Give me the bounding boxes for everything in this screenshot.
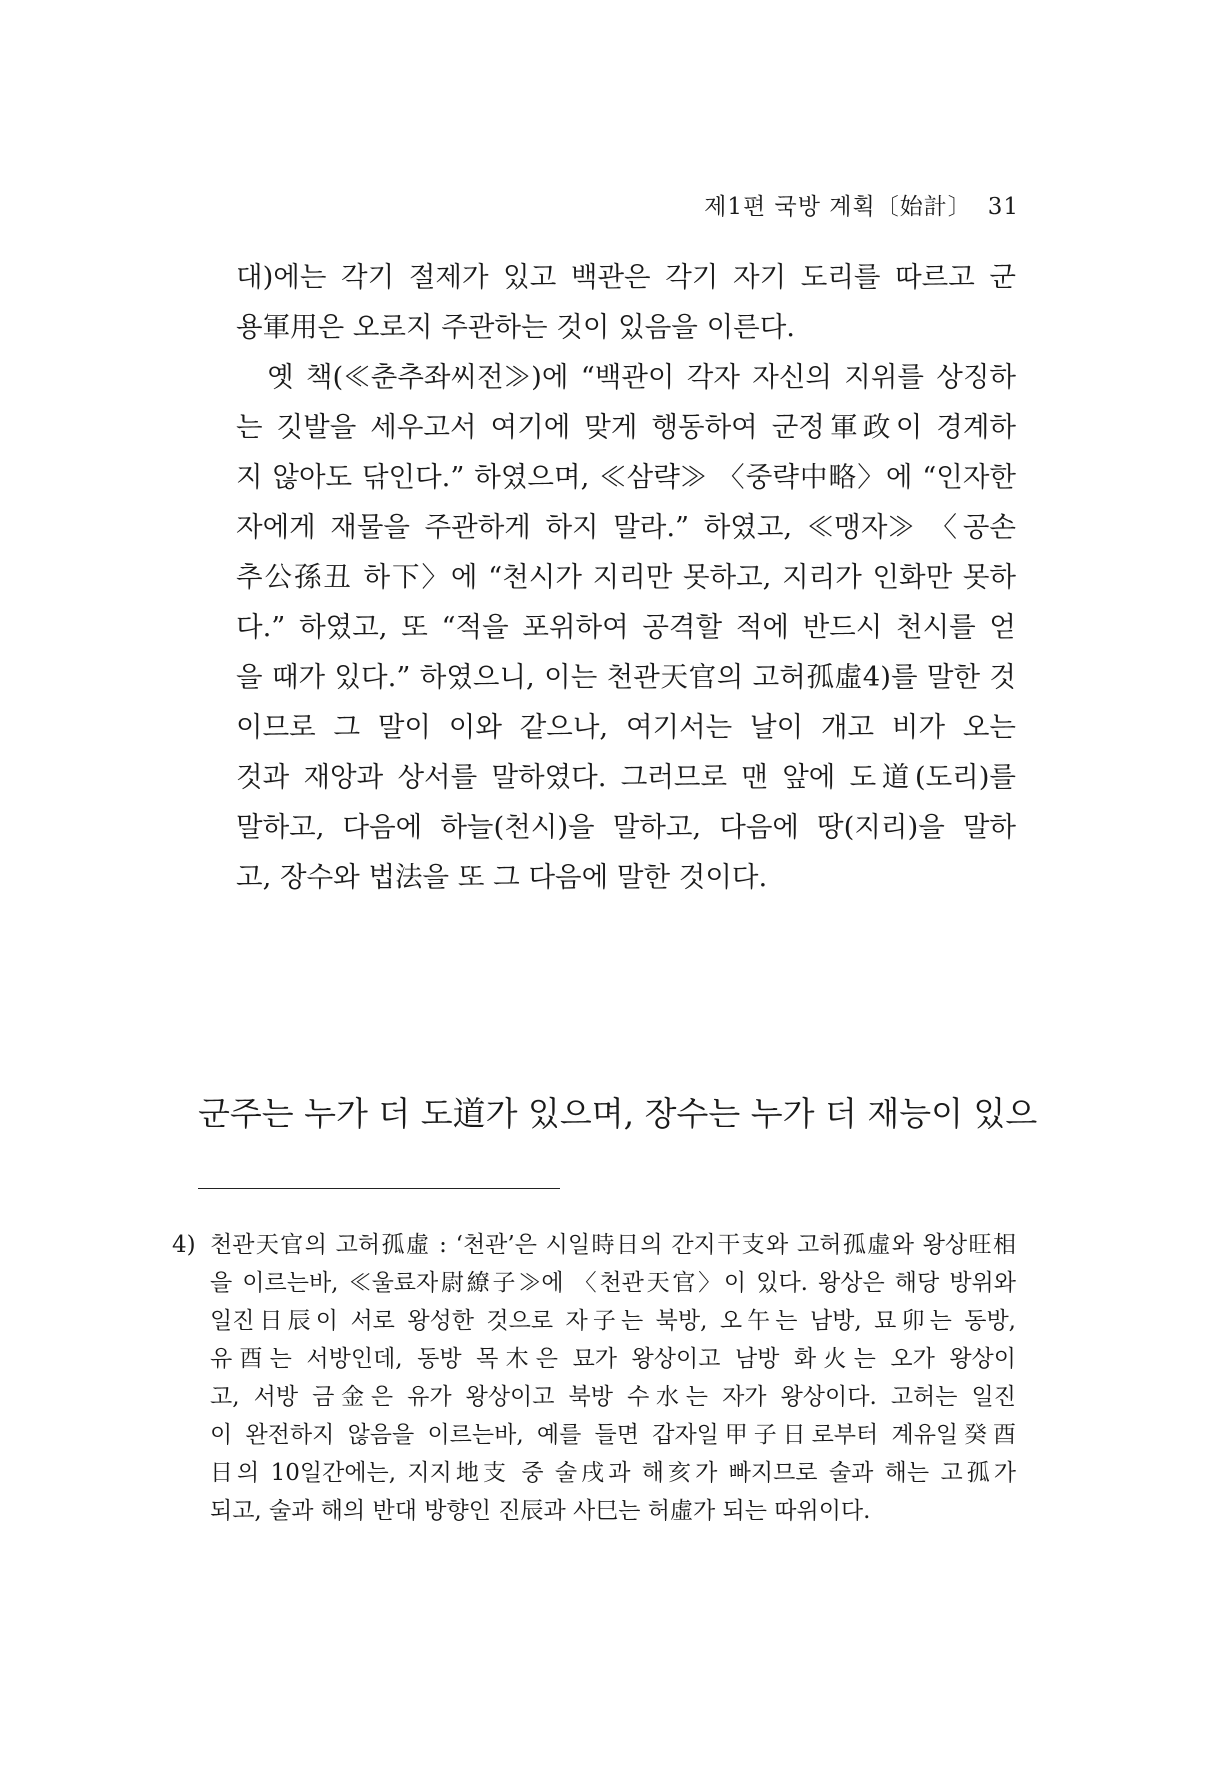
footnote-divider	[198, 1188, 560, 1189]
footnote-line: 유酉는 서방인데, 동방 목木은 묘가 왕상이고 남방 화火는 오가 왕상이	[210, 1346, 1016, 1372]
footnote-line: 을 이르는바, ≪울료자尉繚子≫에 〈천관天官〉이 있다. 왕상은 해당 방위와	[210, 1270, 1016, 1296]
section-heading: 군주는 누가 더 도道가 있으며, 장수는 누가 더 재능이 있으	[198, 1094, 1038, 1133]
footnote-number: 4)	[172, 1232, 196, 1258]
body-line: 대)에는 각기 절제가 있고 백관은 각기 자기 도리를 따르고 군	[236, 261, 1016, 293]
footnote-line: 日의 10일간에는, 지지地支 중 술戌과 해亥가 빠지므로 술과 해는 고孤가	[210, 1460, 1016, 1486]
body-line: 옛 책(≪춘추좌씨전≫)에 “백관이 각자 자신의 지위를 상징하	[236, 361, 1016, 393]
body-line: 지 않아도 닦인다.” 하였으며, ≪삼략≫ 〈중략中略〉에 “인자한	[236, 461, 1016, 493]
footnote-line: 되고, 술과 해의 반대 방향인 진辰과 사巳는 허虛가 되는 따위이다.	[210, 1498, 871, 1524]
footnote-line: 고, 서방 금金은 유가 왕상이고 북방 수水는 자가 왕상이다. 고허는 일진	[210, 1384, 1016, 1410]
footnote-line: 천관天官의 고허孤虛 : ‘천관’은 시일時日의 간지干支와 고허孤虛와 왕상旺相	[210, 1232, 1016, 1258]
body-line: 을 때가 있다.” 하였으니, 이는 천관天官의 고허孤虛4)를 말한 것	[236, 661, 1016, 693]
body-line: 말하고, 다음에 하늘(천시)을 말하고, 다음에 땅(지리)을 말하	[236, 811, 1016, 843]
body-line: 추公孫丑 하下〉에 “천시가 지리만 못하고, 지리가 인화만 못하	[236, 561, 1016, 593]
footnote-line: 이 완전하지 않음을 이르는바, 예를 들면 갑자일甲子日로부터 계유일癸酉	[210, 1422, 1016, 1448]
header-title: 제1편 국방 계획〔始計〕	[704, 194, 972, 220]
body-line: 는 깃발을 세우고서 여기에 맞게 행동하여 군정軍政이 경계하	[236, 411, 1016, 443]
page-number: 31	[987, 194, 1019, 220]
body-line: 것과 재앙과 상서를 말하였다. 그러므로 맨 앞에 도道(도리)를	[236, 761, 1016, 793]
body-line: 자에게 재물을 주관하게 하지 말라.” 하였고, ≪맹자≫ 〈공손	[236, 511, 1016, 543]
body-line: 이므로 그 말이 이와 같으나, 여기서는 날이 개고 비가 오는	[236, 711, 1016, 743]
body-line: 고, 장수와 법法을 또 그 다음에 말한 것이다.	[236, 861, 768, 893]
footnote-line: 일진日辰이 서로 왕성한 것으로 자子는 북방, 오午는 남방, 묘卯는 동방,	[210, 1308, 1016, 1334]
running-header	[704, 188, 1019, 221]
body-line: 다.” 하였고, 또 “적을 포위하여 공격할 적에 반드시 천시를 얻	[236, 611, 1016, 643]
body-line: 용軍用은 오로지 주관하는 것이 있음을 이른다.	[236, 311, 796, 343]
